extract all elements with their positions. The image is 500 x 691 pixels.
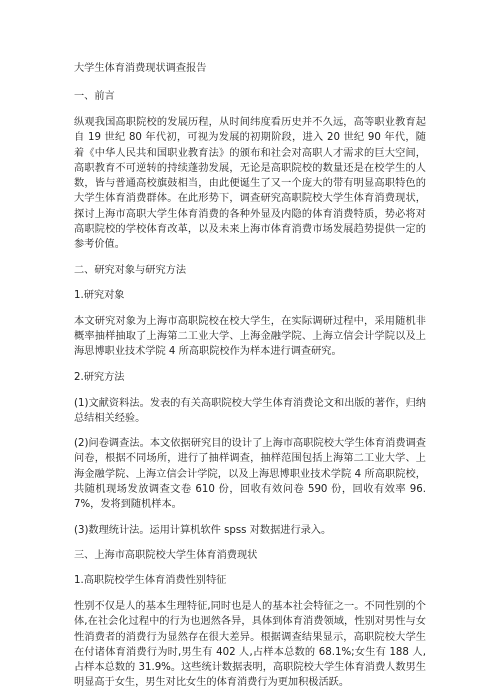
section-heading-preface: 一、前言 [74,91,115,102]
research-object-paragraph: 本文研究对象为上海市高职院校在校大学生，在实际调研过程中，采用随机非概率抽样抽取了上海第二工业大学、上海金融学院、上海立信会计学院以及上海思博职业技术学院 4 所高职院校作为样本进行调查研究。 [74,315,426,358]
subsection-heading-research-object: 1.研究对象 [74,289,125,301]
subsection-heading-gender-features: 1.高职院校学生体育消费性别特征 [74,574,227,586]
gender-features-paragraph: 性别不仅是人的基本生理特征,同时也是人的基本社会特征之一。不同性别的个体,在社会化过程中的行为也迥然各异，具体到体育消费领域，性别对男性与女性消费者的消费行为显然存在很大差异。根据调查结果显示，高职院校大学生在付诸体育消费行为时,男生有 402 人,占样本总数的 68.1%;女生有 188 人,占样本总数的 31.9%。这些统计数据表明，高职院校大学生体育消费人数男生明显高于女生，男生对比女生的体育消费行为更加积极活跃。 [74,600,426,689]
method-questionnaire-paragraph: (2)问卷调查法。本文依据研究目的设计了上海市高职院校大学生体育消费调查问卷，根据不同场所，进行了抽样调查，抽样范围包括上海第二工业大学、上海金融学院、上海立信会计学院，以及上海思博职业技术学院 4 所高职院校，共随机现场发放调查文卷 610 份，回收有效问卷 590 份，回收有效率 96.7%，发将到随机样本。 [74,438,426,511]
method-literature-paragraph: (1)文献资料法。发表的有关高职院校大学生体育消费论文和出版的著作，归纳总结相关经验。 [74,397,426,424]
preface-paragraph: 纵观我国高职院校的发展历程，从时间纬度看历史并不久远，高等职业教育起自 19 世纪 80 年代初，可视为发展的初期阶段，进入 20 世纪 90 年代，随着《中华人民共和国职业教育法》的颁布和社会对高职人才需求的巨大空间，高职教育不可逆转的持续蓬勃发展，无论是高职院校的数量还是在校学生的人数，皆与普通高校旗鼓相当，由此便诞生了又一个庞大的带有明显高职特色的大学生体育消费群体。在此形势下，调查研究高职院校大学生体育消费现状，探讨上海市高职大学生体育消费的各种外显及内隐的体育消费特质，势必将对高职院校的学校体育改革，以及未来上海市体育消费市场发展趋势提供一定的参考价值。 [74,117,426,251]
section-heading-status: 三、上海市高职院校大学生体育消费现状 [74,549,258,561]
document-title: 大学生体育消费现状调查报告 [74,63,207,74]
subsection-heading-research-methods: 2.研究方法 [74,371,125,383]
section-heading-objects-methods: 二、研究对象与研究方法 [74,264,187,276]
method-statistics-paragraph: (3)数理统计法。运用计算机软件 spss 对数据进行录入。 [74,524,332,536]
